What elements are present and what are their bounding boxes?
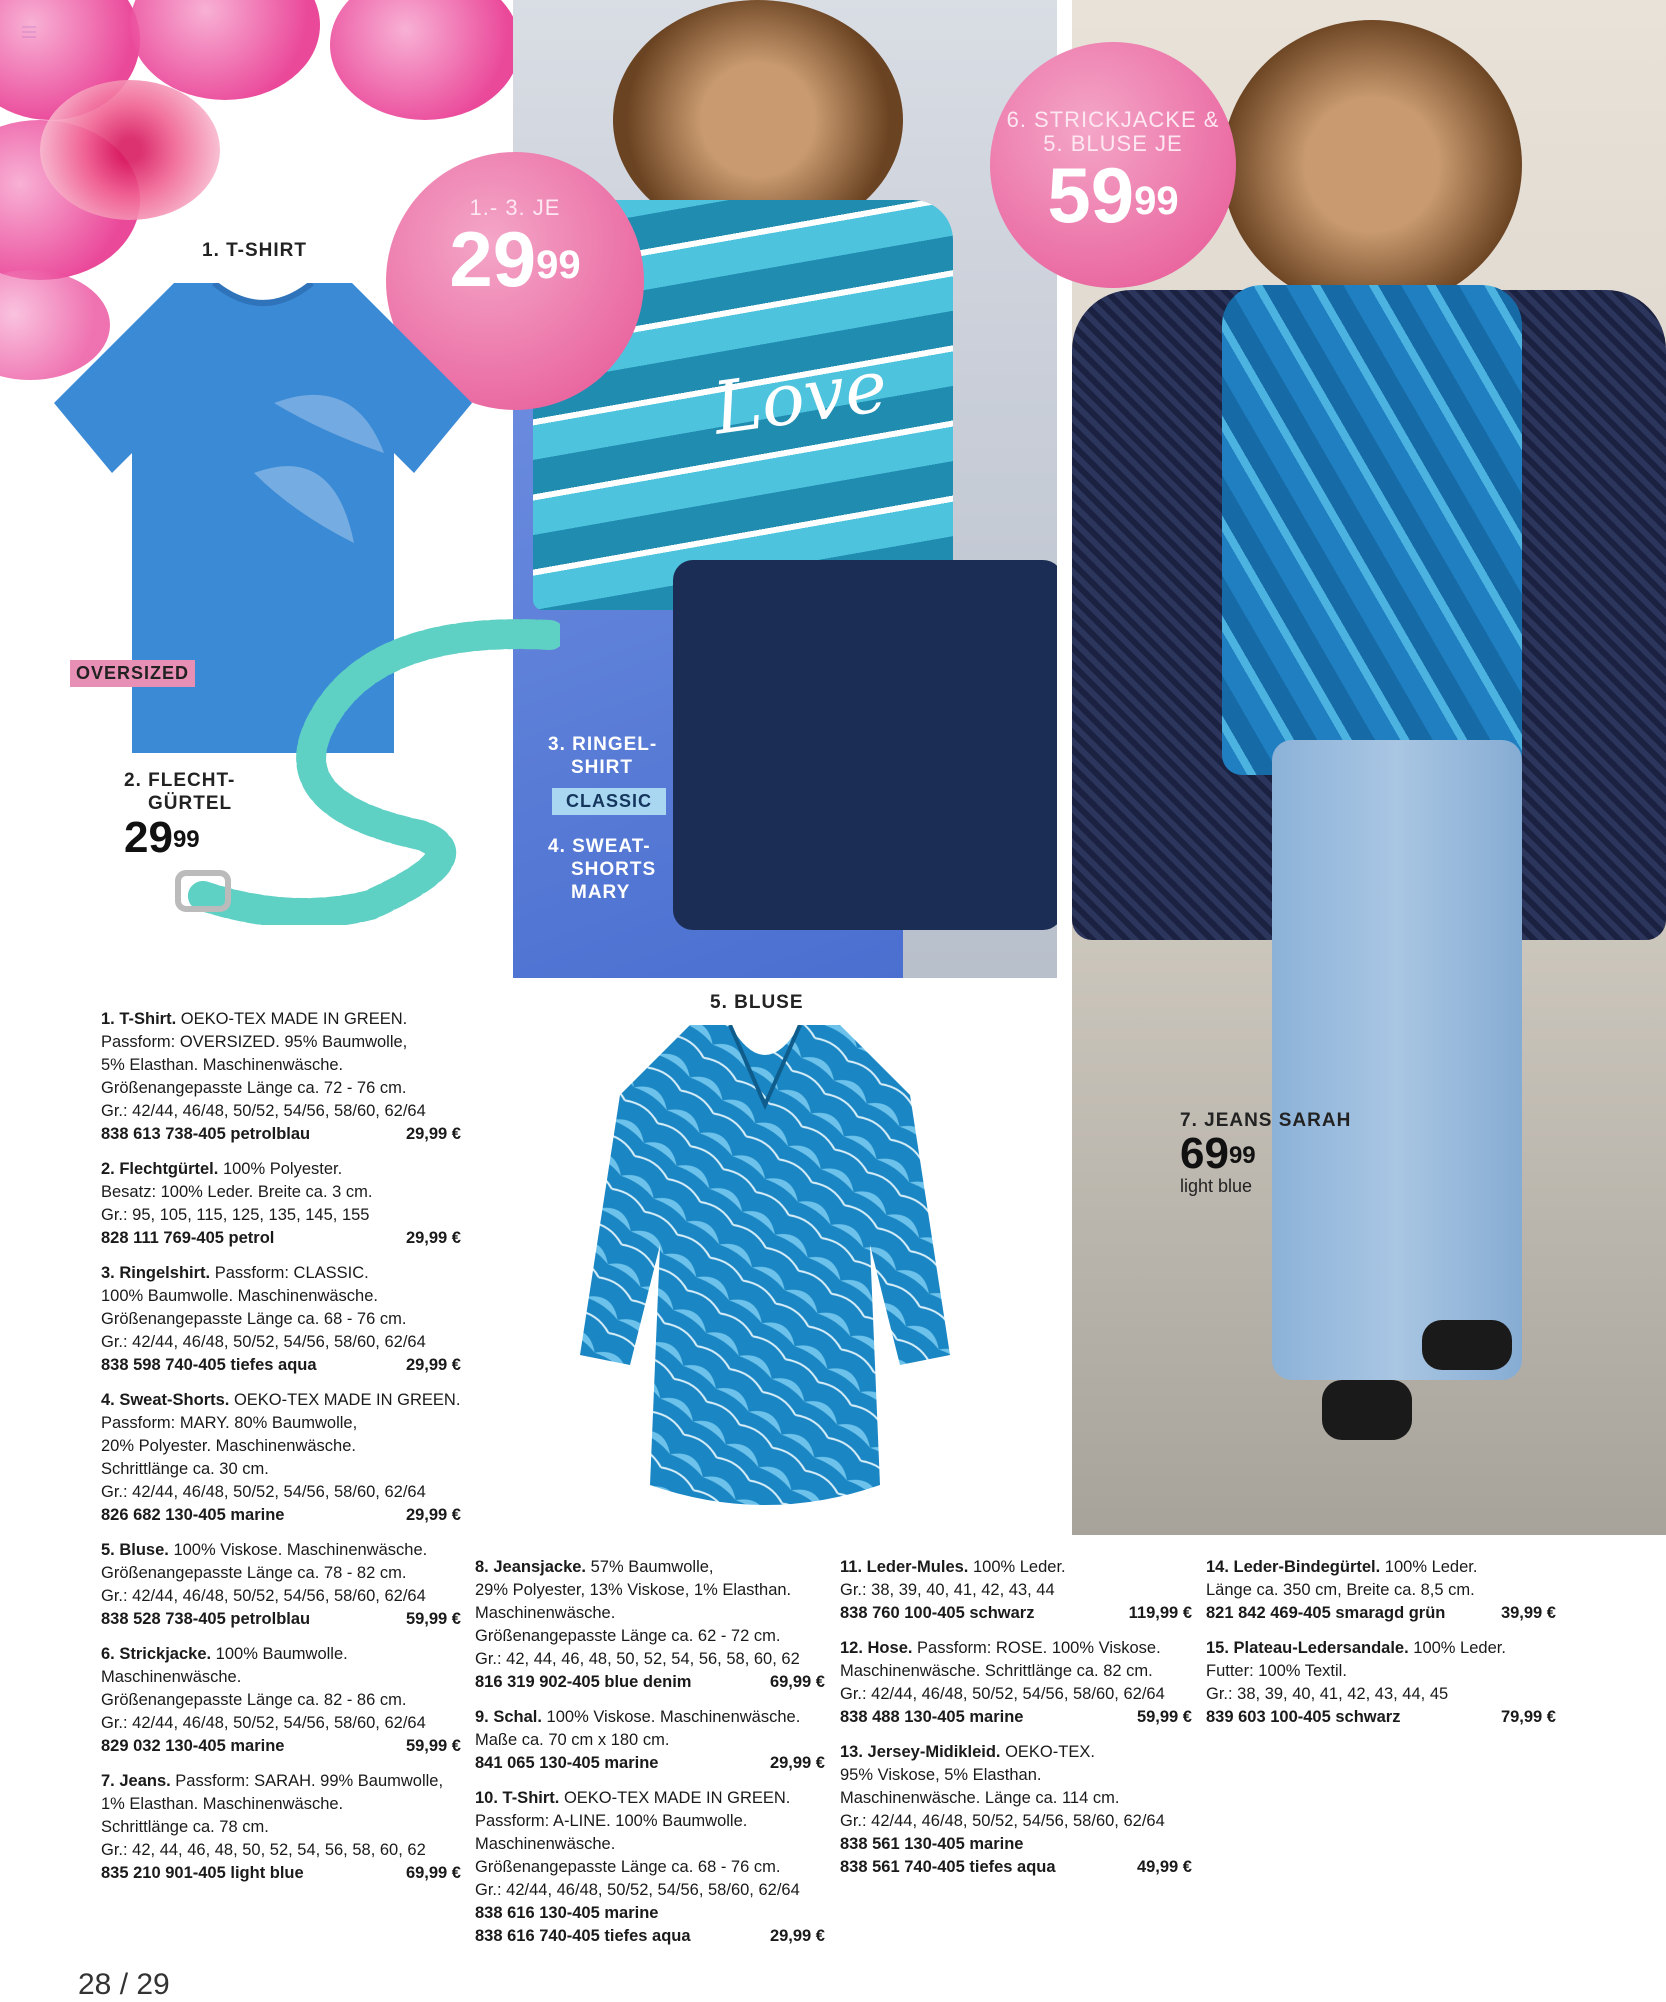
product-text: OEKO-TEX. (1000, 1743, 1095, 1761)
product-text: Maschinenwäsche. Schrittlänge ca. 82 cm. (840, 1662, 1153, 1680)
article-row (101, 1735, 461, 1758)
product-title: 10. T-Shirt. (475, 1789, 560, 1807)
price-jeans: $69^{99}$ (1180, 1129, 1256, 1178)
product-title: 15. Plateau-Ledersandale. (1206, 1639, 1409, 1657)
article-row (840, 1602, 1192, 1625)
article-row (1206, 1602, 1556, 1625)
product-text: 95% Viskose, 5% Elasthan. (840, 1766, 1042, 1784)
product-description (101, 1643, 461, 1758)
article-row (101, 1354, 461, 1377)
product-text: Größenangepasste Länge ca. 82 - 86 cm. (101, 1691, 407, 1709)
product-text: Besatz: 100% Leder. Breite ca. 3 cm. (101, 1183, 373, 1201)
product-description (101, 1389, 461, 1527)
desc-column-3 (840, 1556, 1192, 1891)
product-text: Passform: MARY. 80% Baumwolle, (101, 1414, 358, 1432)
product-text: Gr.: 42/44, 46/48, 50/52, 54/56, 58/60, 62/64 (101, 1333, 426, 1351)
product-title: 3. Ringelshirt. (101, 1264, 211, 1282)
article-price: 29,99 € (769, 1927, 825, 1945)
article-row (101, 1123, 461, 1146)
product-description (101, 1158, 461, 1250)
product-text: Schrittlänge ca. 30 cm. (101, 1460, 269, 1478)
article-code: 838 613 738-405 petrolblau (101, 1125, 311, 1143)
article-code: 838 760 100-405 schwarz (840, 1604, 1035, 1622)
product-description (475, 1706, 825, 1775)
caption-tshirt: 1. T-SHIRT (202, 240, 308, 261)
product-text: Größenangepasste Länge ca. 62 - 72 cm. (475, 1627, 781, 1645)
article-row (840, 1856, 1192, 1879)
caption-sweatshorts-line3: MARY (571, 882, 631, 903)
product-title: 1. T-Shirt. (101, 1010, 177, 1028)
article-row (475, 1752, 825, 1775)
page-number: 28 / 29 (78, 1968, 170, 2001)
product-text: Gr.: 95, 105, 115, 125, 135, 145, 155 (101, 1206, 370, 1224)
product-title: 12. Hose. (840, 1639, 913, 1657)
product-title: 11. Leder-Mules. (840, 1558, 969, 1576)
article-price: 69,99 € (405, 1864, 461, 1882)
product-description (840, 1556, 1192, 1625)
article-code: 828 111 769-405 petrol (101, 1229, 275, 1247)
product-text: Gr.: 42/44, 46/48, 50/52, 54/56, 58/60, 62/64 (840, 1685, 1165, 1703)
article-row (475, 1902, 825, 1925)
product-text: 1% Elasthan. Maschinenwäsche. (101, 1795, 344, 1813)
product-text: 100% Baumwolle. (211, 1645, 348, 1663)
article-row (840, 1706, 1192, 1729)
badge-label-line2: 5. BLUSE JE (1043, 131, 1183, 156)
product-text: Länge ca. 350 cm, Breite ca. 8,5 cm. (1206, 1581, 1475, 1599)
caption-ringelshirt-line2: SHIRT (571, 757, 633, 778)
article-price: 59,99 € (1136, 1708, 1192, 1726)
desc-column-1 (101, 1008, 461, 1897)
badge-price: $29^{99}$ (449, 215, 581, 303)
article-price: 29,99 € (405, 1506, 461, 1524)
product-text: Gr.: 38, 39, 40, 41, 42, 43, 44, 45 (1206, 1685, 1449, 1703)
product-title: 4. Sweat-Shorts. (101, 1391, 230, 1409)
product-text: Gr.: 42/44, 46/48, 50/52, 54/56, 58/60, 62/64 (840, 1812, 1165, 1830)
classic-tag: CLASSIC (552, 788, 666, 815)
jeans-color-label: light blue (1180, 1176, 1253, 1196)
caption-sweatshorts-line2: SHORTS (571, 859, 657, 880)
product-title: 14. Leder-Bindegürtel. (1206, 1558, 1381, 1576)
product-text: Maße ca. 70 cm x 180 cm. (475, 1731, 670, 1749)
product-text: Gr.: 38, 39, 40, 41, 42, 43, 44 (840, 1581, 1055, 1599)
product-description (475, 1787, 825, 1948)
article-row (101, 1608, 461, 1631)
article-code: 816 319 902-405 blue denim (475, 1673, 692, 1691)
desc-column-4 (1206, 1556, 1556, 1741)
product-text: Gr.: 42/44, 46/48, 50/52, 54/56, 58/60, 62/64 (101, 1102, 426, 1120)
product-text: 100% Baumwolle. Maschinenwäsche. (101, 1287, 378, 1305)
article-code: 838 488 130-405 marine (840, 1708, 1024, 1726)
article-code: 841 065 130-405 marine (475, 1754, 659, 1772)
product-text: Passform: A-LINE. 100% Baumwolle. (475, 1812, 748, 1830)
badge-price: $59^{99}$ (1047, 151, 1179, 239)
article-price: 79,99 € (1500, 1708, 1556, 1726)
product-description (475, 1556, 825, 1694)
product-text: Größenangepasste Länge ca. 72 - 76 cm. (101, 1079, 407, 1097)
product-text: OEKO-TEX MADE IN GREEN. (176, 1010, 408, 1028)
article-price: 39,99 € (1500, 1604, 1556, 1622)
product-text: Gr.: 42/44, 46/48, 50/52, 54/56, 58/60, 62/64 (101, 1714, 426, 1732)
product-description (840, 1637, 1192, 1729)
belt-product-image (170, 605, 560, 925)
oversized-tag: OVERSIZED (70, 660, 195, 687)
product-description (1206, 1637, 1556, 1729)
article-price: 59,99 € (405, 1610, 461, 1628)
product-text: Gr.: 42/44, 46/48, 50/52, 54/56, 58/60, 62/64 (101, 1587, 426, 1605)
article-code: 838 528 738-405 petrolblau (101, 1610, 311, 1628)
product-text: OEKO-TEX MADE IN GREEN. (559, 1789, 791, 1807)
article-price: 49,99 € (1136, 1858, 1192, 1876)
product-text: Futter: 100% Textil. (1206, 1662, 1347, 1680)
article-row (101, 1227, 461, 1250)
article-price: 29,99 € (769, 1754, 825, 1772)
desc-column-2 (475, 1556, 825, 1960)
article-row (101, 1504, 461, 1527)
article-price: 59,99 € (405, 1737, 461, 1755)
product-title: 13. Jersey-Midikleid. (840, 1743, 1001, 1761)
article-price: 29,99 € (405, 1125, 461, 1143)
product-description (101, 1770, 461, 1885)
product-text: 100% Leder. (1408, 1639, 1506, 1657)
article-code: 839 603 100-405 schwarz (1206, 1708, 1401, 1726)
article-price: 29,99 € (405, 1356, 461, 1374)
article-code: 821 842 469-405 smaragd grün (1206, 1604, 1446, 1622)
product-text: Passform: CLASSIC. (210, 1264, 369, 1282)
caption-flechtguertel-line1: 2. FLECHT- (124, 770, 236, 791)
shirt-print-text: Love (708, 343, 893, 451)
product-title: 2. Flechtgürtel. (101, 1160, 219, 1178)
article-price: 29,99 € (405, 1229, 461, 1247)
article-price: 69,99 € (769, 1673, 825, 1691)
product-text: Maschinenwäsche. (101, 1668, 242, 1686)
product-text: Passform: SARAH. 99% Baumwolle, (170, 1772, 444, 1790)
caption-flechtguertel-line2: GÜRTEL (148, 793, 233, 814)
caption-jeans: 7. JEANS SARAH (1180, 1110, 1352, 1131)
price-flechtguertel: $29^{99}$ (124, 813, 200, 862)
product-text: Schrittlänge ca. 78 cm. (101, 1818, 269, 1836)
article-code: 826 682 130-405 marine (101, 1506, 285, 1524)
product-text: 100% Viskose. Maschinenwäsche. (168, 1541, 428, 1559)
product-title: 5. Bluse. (101, 1541, 169, 1559)
caption-sweatshorts-line1: 4. SWEAT- (548, 836, 651, 857)
product-description (1206, 1556, 1556, 1625)
article-row (101, 1862, 461, 1885)
bluse-product-image (580, 1025, 950, 1515)
product-text: Maschinenwäsche. Länge ca. 114 cm. (840, 1789, 1120, 1807)
product-text: 57% Baumwolle, (586, 1558, 714, 1576)
product-text: Größenangepasste Länge ca. 78 - 82 cm. (101, 1564, 407, 1582)
article-code: 838 561 740-405 tiefes aqua (840, 1858, 1056, 1876)
product-text: 100% Polyester. (218, 1160, 343, 1178)
article-code: 829 032 130-405 marine (101, 1737, 285, 1755)
product-text: Gr.: 42, 44, 46, 48, 50, 52, 54, 56, 58, 60, 62 (475, 1650, 800, 1668)
article-price: 119,99 € (1128, 1604, 1192, 1622)
product-description (101, 1008, 461, 1146)
badge-label-line1: 6. STRICKJACKE & (1006, 107, 1220, 132)
product-text: 20% Polyester. Maschinenwäsche. (101, 1437, 356, 1455)
caption-bluse: 5. BLUSE (710, 992, 804, 1013)
product-title: 9. Schal. (475, 1708, 542, 1726)
price-badge-5-6 (990, 42, 1236, 288)
product-text: Passform: OVERSIZED. 95% Baumwolle, (101, 1033, 408, 1051)
badge-label: 1.- 3. JE (469, 195, 561, 220)
product-text: 100% Leder. (968, 1558, 1066, 1576)
photo-ringelshirt-model (513, 0, 1057, 978)
product-text: Gr.: 42, 44, 46, 48, 50, 52, 54, 56, 58, 60, 62 (101, 1841, 426, 1859)
product-text: OEKO-TEX MADE IN GREEN. (229, 1391, 461, 1409)
product-text: 100% Leder. (1380, 1558, 1478, 1576)
product-text: Gr.: 42/44, 46/48, 50/52, 54/56, 58/60, 62/64 (475, 1881, 800, 1899)
article-row (840, 1833, 1192, 1856)
product-text: Passform: ROSE. 100% Viskose. (912, 1639, 1161, 1657)
article-code: 838 616 740-405 tiefes aqua (475, 1927, 691, 1945)
product-description (101, 1539, 461, 1631)
product-description (840, 1741, 1192, 1879)
product-text: Größenangepasste Länge ca. 68 - 76 cm. (475, 1858, 781, 1876)
article-code: 838 598 740-405 tiefes aqua (101, 1356, 317, 1374)
product-text: Gr.: 42/44, 46/48, 50/52, 54/56, 58/60, 62/64 (101, 1483, 426, 1501)
product-title: 8. Jeansjacke. (475, 1558, 587, 1576)
article-row (475, 1925, 825, 1948)
article-code: 838 561 130-405 marine (840, 1835, 1024, 1853)
product-text: Maschinenwäsche. (475, 1835, 616, 1853)
article-row (475, 1671, 825, 1694)
product-title: 6. Strickjacke. (101, 1645, 212, 1663)
product-title: 7. Jeans. (101, 1772, 171, 1790)
product-text: Größenangepasste Länge ca. 68 - 76 cm. (101, 1310, 407, 1328)
product-text: 29% Polyester, 13% Viskose, 1% Elasthan. (475, 1581, 792, 1599)
article-row (1206, 1706, 1556, 1729)
caption-ringelshirt-line1: 3. RINGEL- (548, 734, 658, 755)
product-text: 5% Elasthan. Maschinenwäsche. (101, 1056, 344, 1074)
product-text: 100% Viskose. Maschinenwäsche. (541, 1708, 801, 1726)
article-code: 838 616 130-405 marine (475, 1904, 659, 1922)
article-code: 835 210 901-405 light blue (101, 1864, 304, 1882)
product-text: Maschinenwäsche. (475, 1604, 616, 1622)
product-description (101, 1262, 461, 1377)
